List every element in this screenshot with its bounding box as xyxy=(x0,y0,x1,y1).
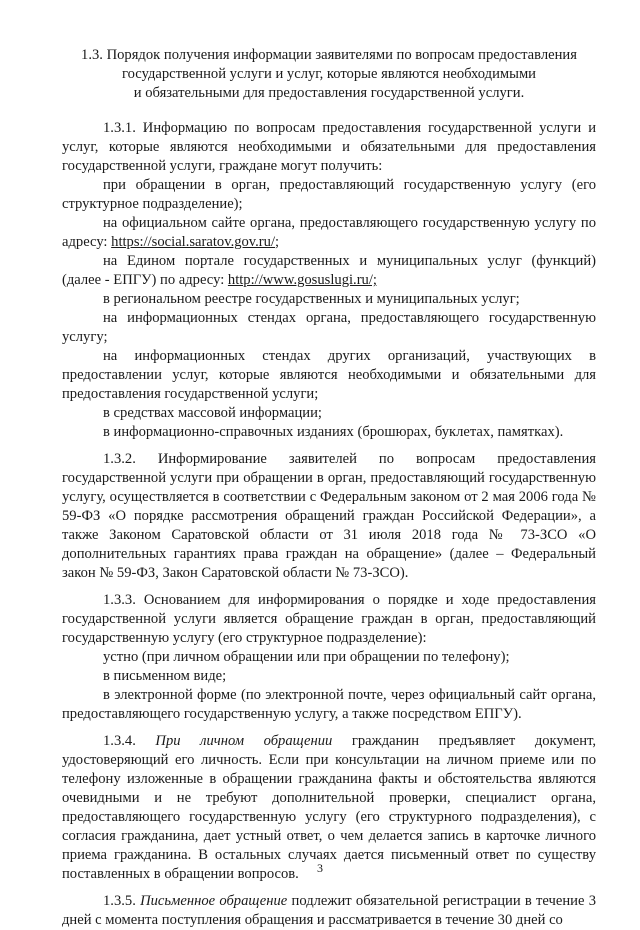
document-body xyxy=(62,46,596,930)
clause-1-3-5-number: 1.3.5. xyxy=(103,893,141,909)
clause-1-3-1-item-office: при обращении в орган, предоставляющий государственную услугу (его структурное подразделение); xyxy=(62,177,596,212)
clause-1-3-3-item-written: в письменном виде; xyxy=(103,668,227,684)
portal-text: на Едином портале государственных и муниципальных услуг (функций) (далее - ЕПГУ) по адресу: xyxy=(62,253,596,288)
clause-1-3-3-item-oral: устно (при личном обращении или при обращении по телефону); xyxy=(103,649,510,665)
clause-1-3-1-item-portal xyxy=(62,252,596,290)
clause-1-3-2: 1.3.2. Информирование заявителей по вопросам предоставления государственной услуги при обращении в орган, предоставляющий государственную услугу, осуществляется в соответствии с Федеральным законом от 2 мая 2006 года № 59-ФЗ «О порядке рассмотрения обращений граждан Российской Федерации», а также Законом Саратовской области от 31 июля 2018 года № 73-ЗСО «О дополнительных гарантиях права граждан на обращение» (далее – Федеральный закон № 59-ФЗ, Закон Саратовской области № 73-ЗСО). xyxy=(62,451,596,581)
clause-1-3-4-emphasis: При личном обращении xyxy=(155,733,333,749)
clause-1-3-5-emphasis: Письменное обращение xyxy=(140,893,288,909)
clause-1-3-1-item-other-stands: на информационных стендах других организаций, участвующих в предоставлении услуг, которые являются необходимыми и обязательными для предоставления государственной услуги; xyxy=(62,348,596,402)
page-number: 3 xyxy=(317,861,323,875)
clause-1-3-4-number: 1.3.4. xyxy=(103,733,156,749)
clause-1-3-4-text: гражданин предъявляет документ, удостоверяющий его личность. Если при консультации на личном приеме или по телефону изложенные в обращении гражданина факты и обстоятельства являются очевидными и не требуют дополнительной проверки, специалист органа, предоставляющего государственную услугу (его структурного подразделения), с согласия гражданина, дает устный ответ, о чем делается запись в карточке личного приема гражданина. В остальных случаях дается письменный ответ по существу поставленных в обращении вопросов. xyxy=(62,733,596,882)
clause-1-3-3-item-electronic: в электронной форме (по электронной почте, через официальный сайт органа, предоставляющего государственную услугу, а также посредством ЕПГУ). xyxy=(62,687,596,722)
heading-line-1: 1.3. Порядок получения информации заявителями по вопросам предоставления xyxy=(81,47,577,63)
gosuslugi-link[interactable]: http://www.gosuslugi.ru/; xyxy=(227,272,377,288)
clause-1-3-1-intro: 1.3.1. Информацию по вопросам предоставления государственной услуги и услуг, которые являются необходимыми и обязательными для предоставления государственной услуги, граждане могут получить: xyxy=(62,120,596,174)
clause-1-3-1-item-registry: в региональном реестре государственных и муниципальных услуг; xyxy=(103,291,520,307)
clause-1-3-5 xyxy=(62,892,596,930)
clause-1-3-3-intro: 1.3.3. Основанием для информирования о порядке и ходе предоставления государственной услуги является обращение граждан в орган, предоставляющий государственную услугу (его структурное подразделение): xyxy=(62,592,596,646)
clause-1-3-5-text: подлежит обязательной регистрации в течение 3 дней с момента поступления обращения и рассматривается в течение 30 дней со xyxy=(62,893,596,928)
heading-line-3: и обязательными для предоставления государственной услуги. xyxy=(133,85,525,101)
clause-1-3-1-item-stands: на информационных стендах органа, предоставляющего государственную услугу; xyxy=(62,310,596,345)
clause-1-3-1-item-publications: в информационно-справочных изданиях (брошюрах, буклетах, памятках). xyxy=(103,424,564,440)
clause-1-3-1-item-website xyxy=(62,214,596,252)
website-text: на официальном сайте органа, предоставляющего государственную услугу по адресу: xyxy=(62,215,596,250)
heading-line-2: государственной услуги и услуг, которые являются необходимыми xyxy=(122,66,536,82)
clause-1-3-1-item-media: в средствах массовой информации; xyxy=(103,405,322,421)
ministry-website-link[interactable]: https://social.saratov.gov.ru/ xyxy=(111,234,276,250)
website-end: ; xyxy=(275,234,280,250)
section-heading xyxy=(62,46,596,103)
